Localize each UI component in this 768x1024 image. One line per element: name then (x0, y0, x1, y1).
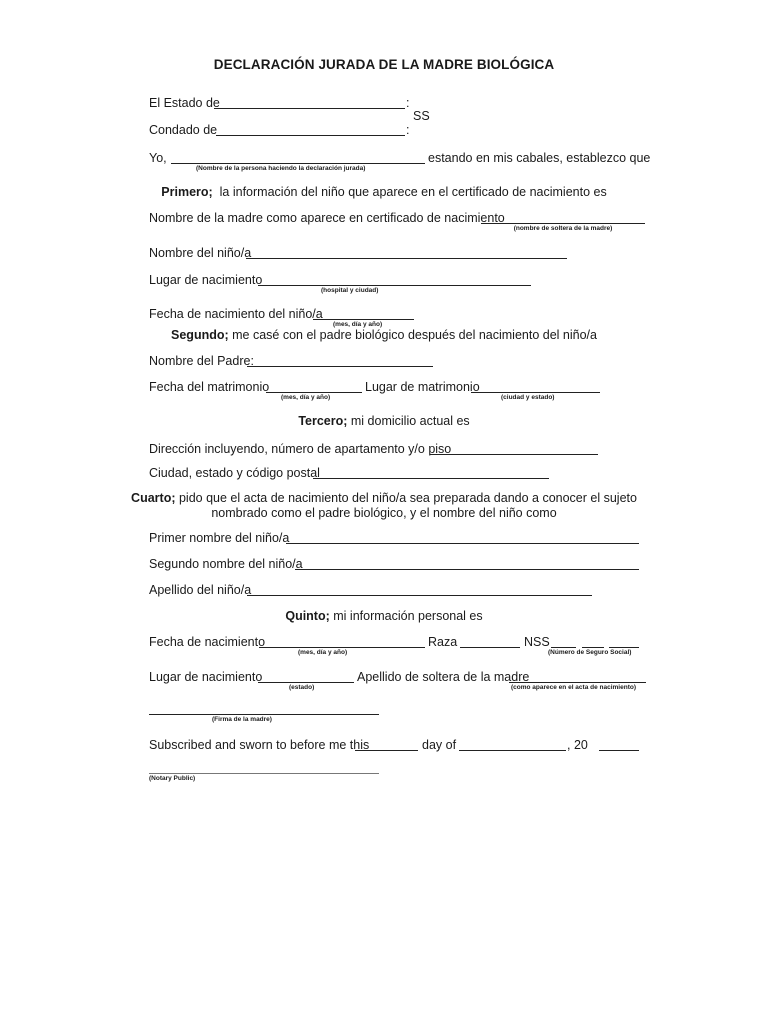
child-name-field[interactable] (246, 258, 567, 259)
child-birthdate-field[interactable] (313, 319, 414, 320)
marriage-place-field[interactable] (471, 392, 600, 393)
race-field[interactable] (460, 647, 520, 648)
nss-hint: (Número de Seguro Social) (548, 649, 632, 656)
document-title: DECLARACIÓN JURADA DE LA MADRE BIOLÓGICA (213, 57, 555, 72)
mother-signature-hint: (Firma de la madre) (212, 716, 272, 723)
mother-birthplace-label: Lugar de nacimiento (149, 670, 263, 684)
first-name-label: Primer nombre del niño/a (149, 531, 290, 545)
nss-label: NSS (524, 635, 550, 649)
address-label: Dirección incluyendo, número de apartamento y/o piso (149, 442, 452, 456)
nss-field-part1[interactable] (551, 647, 576, 648)
sworn-prefix: Subscribed and sworn to before me this (149, 738, 370, 752)
mother-signature-field[interactable] (149, 714, 379, 715)
mother-birthdate-hint: (mes, día y año) (298, 649, 348, 656)
county-label: Condado de (149, 123, 218, 137)
declarant-name-hint: (Nombre de la persona haciendo la declaración jurada) (196, 165, 366, 172)
mother-name-label: Nombre de la madre como aparece en certificado de nacimiento (149, 211, 505, 225)
marriage-date-field[interactable] (266, 392, 362, 393)
sworn-year-label: , 20 (567, 738, 588, 752)
mother-name-field[interactable] (481, 223, 645, 224)
notary-hint: (Notary Public) (149, 775, 196, 782)
county-colon: : (406, 123, 410, 137)
section-fourth-heading-line2: nombrado como el padre biológico, y el nombre del niño como (211, 506, 557, 520)
yo-label: Yo, (149, 151, 167, 165)
state-field[interactable] (214, 108, 405, 109)
state-colon: : (406, 96, 410, 110)
sworn-year-field[interactable] (599, 750, 639, 751)
maiden-name-field[interactable] (509, 682, 646, 683)
mother-name-hint: (nombre de soltera de la madre) (513, 225, 613, 232)
father-name-label: Nombre del Padre: (149, 354, 254, 368)
state-label: El Estado de (149, 96, 220, 110)
section-third-heading: Tercero; mi domicilio actual es (298, 414, 470, 428)
ss-label: SS (413, 109, 430, 123)
birthplace-label: Lugar de nacimiento (149, 273, 263, 287)
section-fourth-heading: Cuarto; pido que el acta de nacimiento del niño/a sea preparada dando a conocer el sujeto (131, 491, 637, 505)
county-field[interactable] (216, 135, 405, 136)
sworn-month-field[interactable] (459, 750, 566, 751)
intro-tail: estando en mis cabales, establezco que (428, 151, 651, 165)
birthplace-field[interactable] (258, 285, 531, 286)
nss-field-part3[interactable] (609, 647, 639, 648)
section-first-heading: Primero; la información del niño que aparece en el certificado de nacimiento es (161, 185, 607, 199)
father-name-field[interactable] (247, 366, 433, 367)
middle-name-field[interactable] (295, 569, 639, 570)
last-name-field[interactable] (247, 595, 592, 596)
child-birthdate-hint: (mes, día y año) (333, 321, 383, 328)
child-name-label: Nombre del niño/a (149, 246, 252, 260)
last-name-label: Apellido del niño/a (149, 583, 252, 597)
address-field[interactable] (430, 454, 598, 455)
nss-field-part2[interactable] (582, 647, 604, 648)
marriage-date-label: Fecha del matrimonio (149, 380, 270, 394)
first-name-field[interactable] (286, 543, 639, 544)
child-birthdate-label: Fecha de nacimiento del niño/a (149, 307, 323, 321)
declarant-name-field[interactable] (171, 163, 425, 164)
marriage-date-hint: (mes, día y año) (281, 394, 331, 401)
city-field[interactable] (313, 478, 549, 479)
section-second-heading: Segundo; me casé con el padre biológico después del nacimiento del niño/a (171, 328, 597, 342)
sworn-day-of: day of (422, 738, 457, 752)
race-label: Raza (428, 635, 458, 649)
marriage-place-hint: (ciudad y estado) (501, 394, 555, 401)
city-label: Ciudad, estado y código postal (149, 466, 320, 480)
middle-name-label: Segundo nombre del niño/a (149, 557, 303, 571)
section-fifth-heading: Quinto; mi información personal es (285, 609, 483, 623)
mother-birthplace-field[interactable] (258, 682, 354, 683)
birthplace-hint: (hospital y ciudad) (321, 287, 379, 294)
mother-birthdate-label: Fecha de nacimiento (149, 635, 266, 649)
maiden-name-hint: (como aparece en el acta de nacimiento) (511, 684, 636, 691)
notary-signature-field[interactable] (149, 773, 379, 774)
maiden-name-label: Apellido de soltera de la madre (357, 670, 530, 684)
mother-birthplace-hint: (estado) (289, 684, 315, 691)
mother-birthdate-field[interactable] (259, 647, 425, 648)
sworn-day-field[interactable] (355, 750, 418, 751)
marriage-place-label: Lugar de matrimonio (365, 380, 480, 394)
